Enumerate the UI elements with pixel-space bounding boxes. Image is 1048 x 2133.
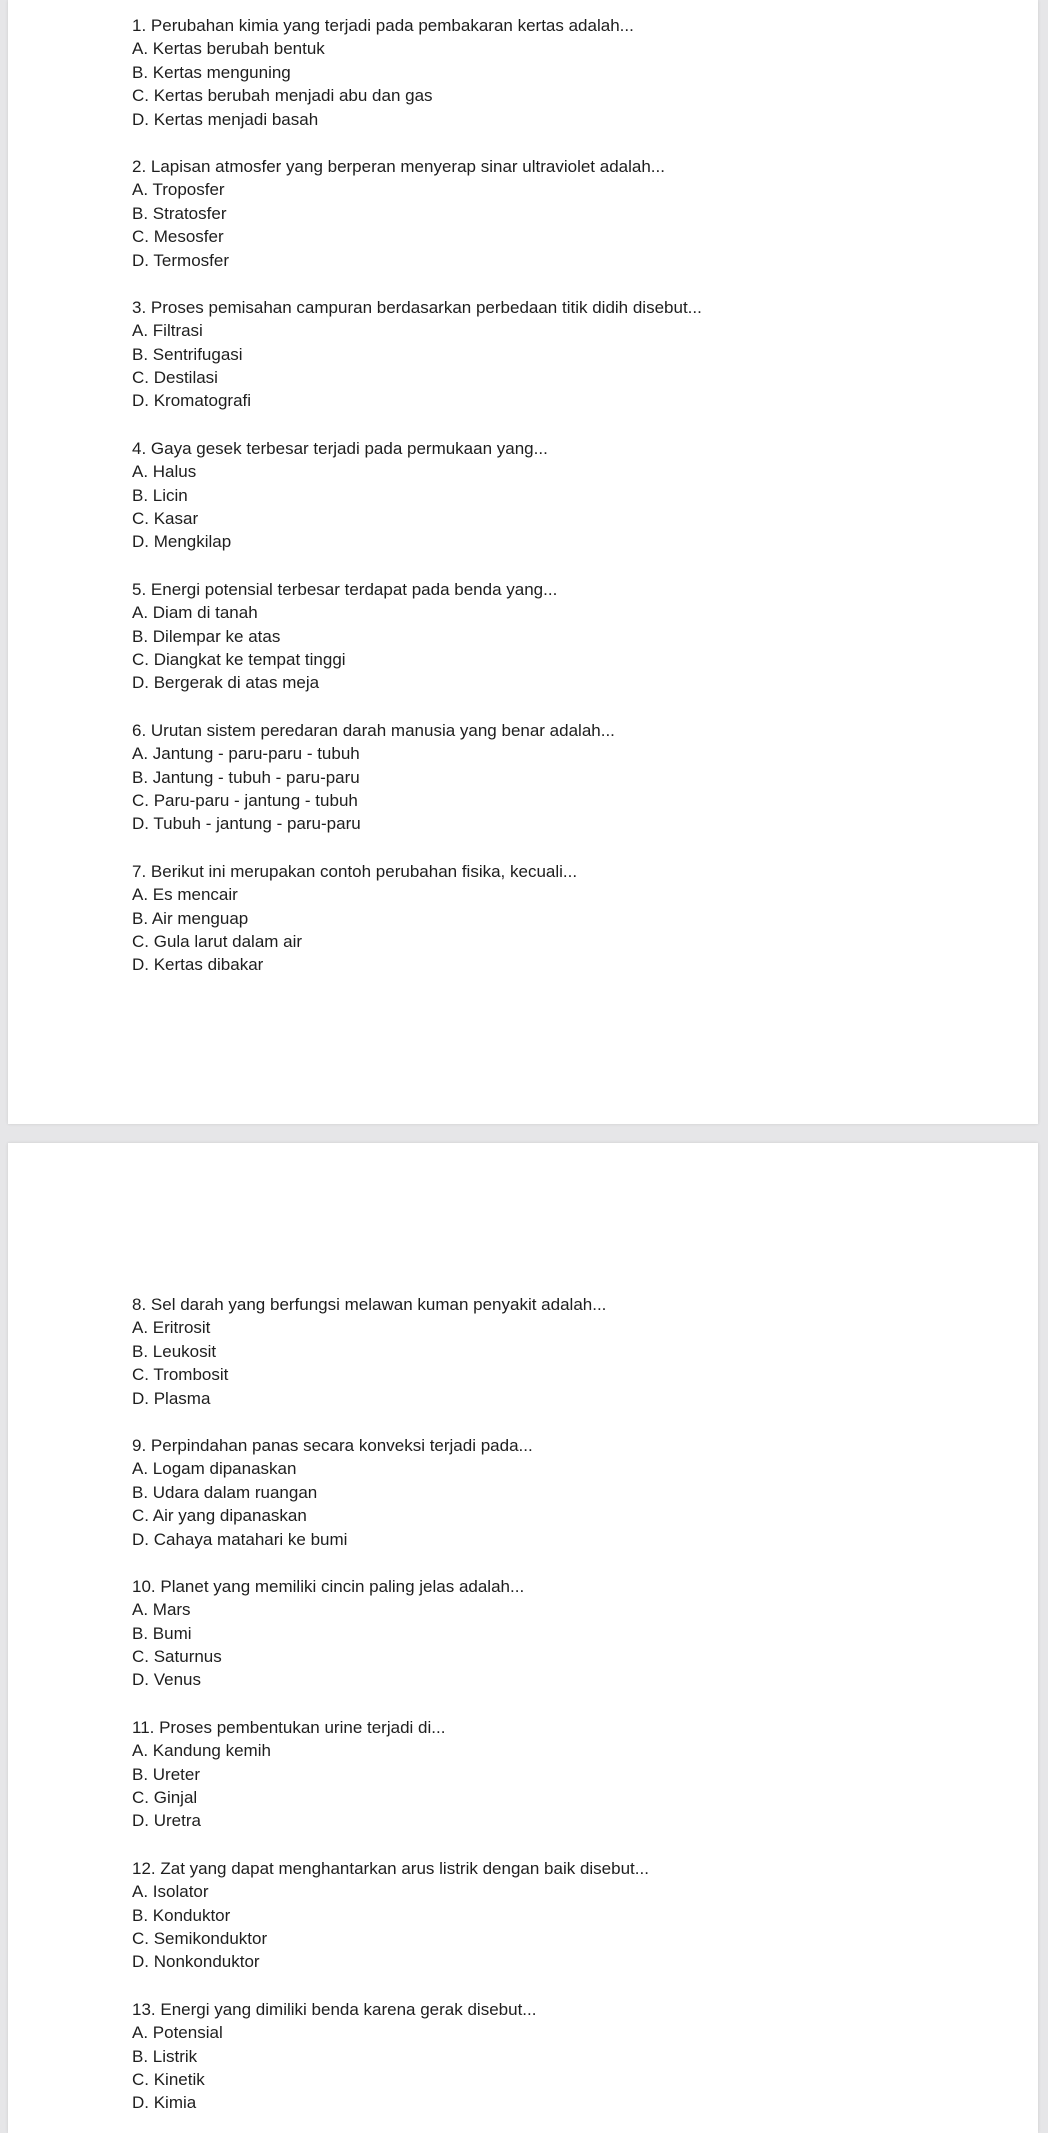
option-a: A. Logam dipanaskan bbox=[132, 1459, 297, 1479]
question-text: 8. Sel darah yang berfungsi melawan kuman penyakit adalah... bbox=[132, 1295, 607, 1314]
question bbox=[132, 1857, 649, 1974]
question bbox=[132, 1998, 649, 2115]
question bbox=[132, 1716, 649, 1833]
option-a: A. Diam di tanah bbox=[132, 603, 258, 623]
question-text: 10. Planet yang memiliki cincin paling jelas adalah... bbox=[132, 1576, 525, 1596]
option-d: D. Kertas dibakar bbox=[132, 955, 264, 975]
option-b: B. Konduktor bbox=[132, 1905, 231, 1925]
option-a: A. Kandung kemih bbox=[132, 1741, 271, 1761]
page-1 bbox=[8, 0, 1038, 1124]
option-b: B. Leukosit bbox=[132, 1341, 217, 1361]
question-list bbox=[132, 14, 702, 1001]
question bbox=[132, 437, 702, 554]
option-a: A. Isolator bbox=[132, 1882, 209, 1902]
question bbox=[132, 296, 702, 413]
question bbox=[132, 155, 702, 272]
question-text: 12. Zat yang dapat menghantarkan arus listrik dengan baik disebut... bbox=[132, 1858, 649, 1878]
question-list bbox=[132, 1293, 649, 2133]
question-text: 4. Gaya gesek terbesar terjadi pada permukaan yang... bbox=[132, 438, 548, 458]
option-d: D. Kertas menjadi basah bbox=[132, 109, 319, 129]
question-text: 7. Berikut ini merupakan contoh perubahan fisika, kecuali... bbox=[132, 861, 578, 881]
option-d: D. Tubuh - jantung - paru-paru bbox=[132, 814, 361, 834]
option-a: A. Filtrasi bbox=[132, 321, 203, 341]
option-c: C. Saturnus bbox=[132, 1647, 222, 1667]
option-b: B. Licin bbox=[132, 485, 188, 505]
question bbox=[132, 1575, 649, 1692]
option-a: A. Kertas berubah bentuk bbox=[132, 39, 325, 59]
option-d: D. Nonkonduktor bbox=[132, 1952, 260, 1972]
option-c: C. Gula larut dalam air bbox=[132, 931, 303, 951]
question-text: 5. Energi potensial terbesar terdapat pada benda yang... bbox=[132, 579, 558, 599]
option-d: D. Mengkilap bbox=[132, 532, 232, 552]
option-c: C. Ginjal bbox=[132, 1788, 198, 1808]
question-text: 9. Perpindahan panas secara konveksi terjadi pada... bbox=[132, 1435, 533, 1455]
option-d: D. Kimia bbox=[132, 2093, 197, 2113]
question bbox=[132, 1434, 649, 1551]
question-text: 3. Proses pemisahan campuran berdasarkan perbedaan titik didih disebut... bbox=[132, 297, 702, 317]
option-c: C. Kinetik bbox=[132, 2069, 205, 2089]
option-b: B. Ureter bbox=[132, 1764, 201, 1784]
question bbox=[132, 860, 702, 977]
question bbox=[132, 578, 702, 695]
option-b: B. Air menguap bbox=[132, 908, 249, 928]
question bbox=[132, 14, 702, 131]
option-d: D. Uretra bbox=[132, 1811, 201, 1831]
question-text: 1. Perubahan kimia yang terjadi pada pembakaran kertas adalah... bbox=[132, 16, 634, 35]
option-d: D. Termosfer bbox=[132, 250, 229, 270]
option-a: A. Troposfer bbox=[132, 180, 225, 200]
question-text: 6. Urutan sistem peredaran darah manusia yang benar adalah... bbox=[132, 720, 615, 740]
option-b: B. Listrik bbox=[132, 2046, 198, 2066]
question bbox=[132, 1293, 649, 1410]
option-d: D. Cahaya matahari ke bumi bbox=[132, 1529, 348, 1549]
option-b: B. Bumi bbox=[132, 1623, 192, 1643]
option-b: B. Udara dalam ruangan bbox=[132, 1482, 318, 1502]
page-2 bbox=[8, 1143, 1038, 2133]
option-d: D. Kromatografi bbox=[132, 391, 252, 411]
question bbox=[132, 719, 702, 836]
option-c: C. Kasar bbox=[132, 509, 199, 529]
option-b: B. Sentrifugasi bbox=[132, 344, 243, 364]
option-c: C. Paru-paru - jantung - tubuh bbox=[132, 790, 358, 810]
question-text: 13. Energi yang dimiliki benda karena gerak disebut... bbox=[132, 1999, 537, 2019]
option-c: C. Air yang dipanaskan bbox=[132, 1506, 307, 1526]
option-d: D. Plasma bbox=[132, 1388, 211, 1408]
option-b: B. Jantung - tubuh - paru-paru bbox=[132, 767, 360, 787]
option-c: C. Diangkat ke tempat tinggi bbox=[132, 649, 346, 669]
option-a: A. Eritrosit bbox=[132, 1318, 211, 1338]
option-d: D. Venus bbox=[132, 1670, 201, 1690]
option-b: B. Kertas menguning bbox=[132, 62, 291, 82]
option-c: C. Semikonduktor bbox=[132, 1928, 268, 1948]
option-b: B. Dilempar ke atas bbox=[132, 626, 281, 646]
question-text: 2. Lapisan atmosfer yang berperan menyerap sinar ultraviolet adalah... bbox=[132, 156, 665, 176]
option-c: C. Destilasi bbox=[132, 368, 218, 388]
option-a: A. Potensial bbox=[132, 2023, 223, 2043]
option-d: D. Bergerak di atas meja bbox=[132, 673, 320, 693]
option-c: C. Trombosit bbox=[132, 1365, 229, 1385]
option-a: A. Mars bbox=[132, 1600, 191, 1620]
option-c: C. Mesosfer bbox=[132, 227, 224, 247]
question-text: 11. Proses pembentukan urine terjadi di... bbox=[132, 1717, 446, 1737]
option-a: A. Es mencair bbox=[132, 885, 238, 905]
option-a: A. Halus bbox=[132, 462, 197, 482]
option-c: C. Kertas berubah menjadi abu dan gas bbox=[132, 86, 433, 106]
option-a: A. Jantung - paru-paru - tubuh bbox=[132, 744, 360, 764]
option-b: B. Stratosfer bbox=[132, 203, 227, 223]
